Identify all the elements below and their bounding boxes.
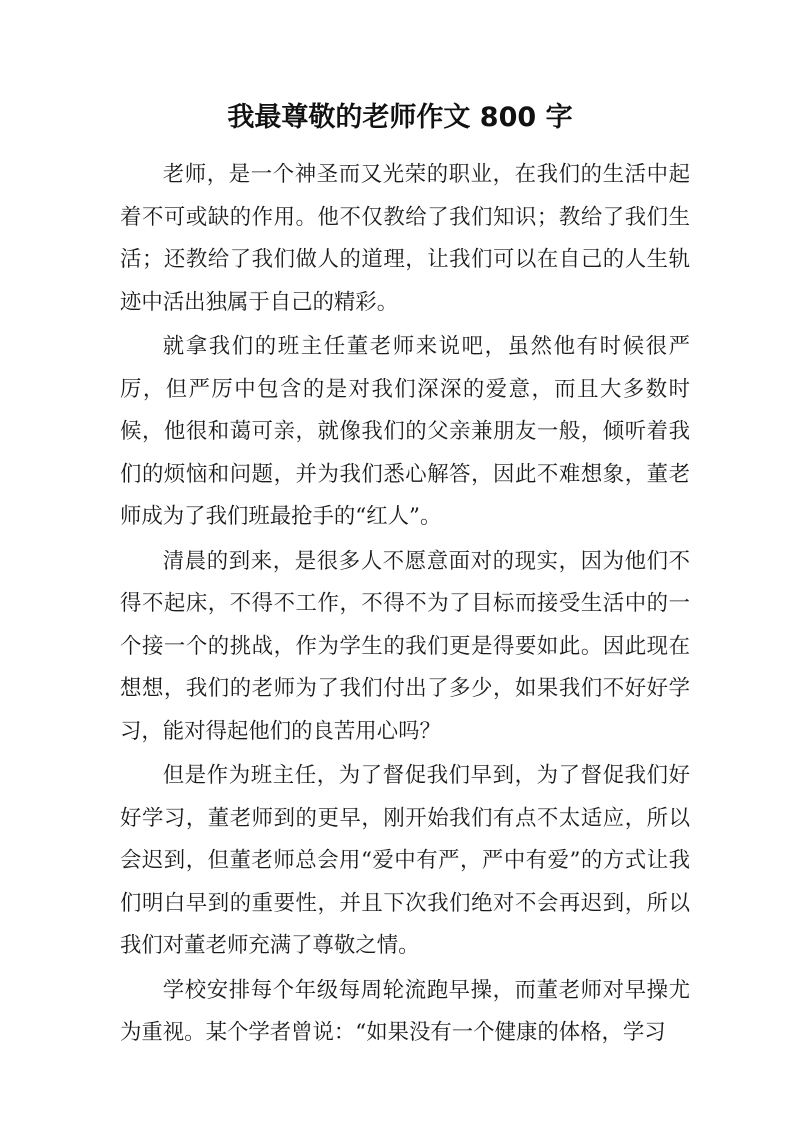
- essay-body: [120, 154, 690, 1056]
- document-title: 我最尊敬的老师作文 800 字: [227, 102, 573, 133]
- paragraph-1: 老师，是一个神圣而又光荣的职业，在我们的生活中起着不可或缺的作用。他不仅教给了我们知识；教给了我们生活；还教给了我们做人的道理，让我们可以在自己的人生轨迹中活出独属于自己的精彩。: [120, 162, 690, 315]
- paragraph-3: 清晨的到来，是很多人不愿意面对的现实，因为他们不得不起床，不得不工作，不得不为了目标而接受生活中的一个接一个的挑战，作为学生的我们更是得要如此。因此现在想想，我们的老师为了我们付出了多少，如果我们不好好学习，能对得起他们的良苦用心吗？: [120, 548, 690, 744]
- paragraph-2: 就拿我们的班主任董老师来说吧，虽然他有时候很严厉，但严厉中包含的是对我们深深的爱意，而且大多数时候，他很和蔼可亲，就像我们的父亲兼朋友一般，倾听着我们的烦恼和问题，并为我们悉心解答，因此不难想象，董老师成为了我们班最抢手的“红人”。: [120, 333, 690, 530]
- paragraph-5: 学校安排每个年级每周轮流跑早操，而董老师对早操尤为重视。某个学者曾说：“如果没有一个健康的体格，学习: [120, 977, 690, 1046]
- paragraph-4: 但是作为班主任，为了督促我们早到，为了督促我们好好学习，董老师到的更早，刚开始我们有点不太适应，所以会迟到，但董老师总会用“爱中有严，严中有爱”的方式让我们明白早到的重要性，并且下次我们绝对不会再迟到，所以我们对董老师充满了尊敬之情。: [120, 763, 690, 959]
